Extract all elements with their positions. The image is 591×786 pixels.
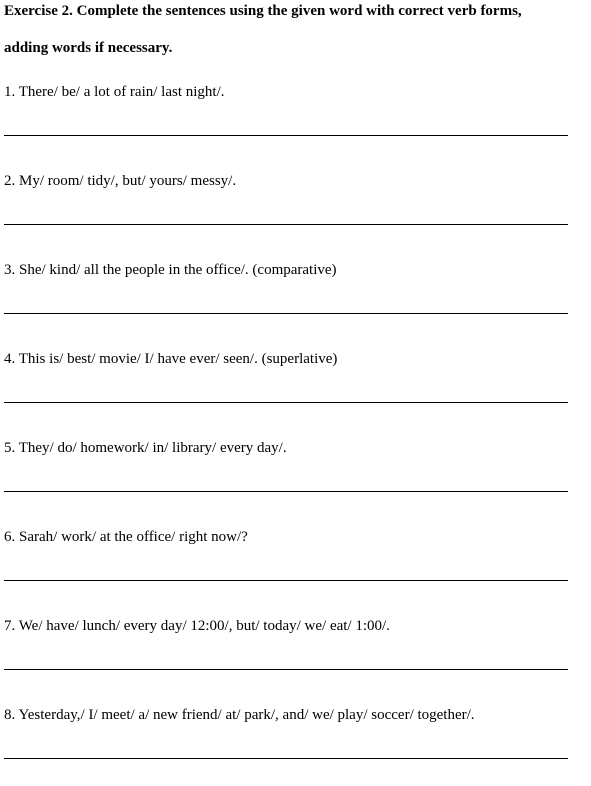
item-4-prompt: 4. This is/ best/ movie/ I/ have ever/ seen/. (superlative) bbox=[4, 351, 338, 367]
exercise-title-line-1: Exercise 2. Complete the sentences using the given word with correct verb forms, bbox=[4, 3, 522, 19]
exercise-item-4 bbox=[4, 350, 568, 430]
item-5-answer-line[interactable] bbox=[4, 491, 568, 492]
item-8-prompt: 8. Yesterday,/ I/ meet/ a/ new friend/ at/ park/, and/ we/ play/ soccer/ together/. bbox=[4, 707, 475, 723]
item-8-answer-line[interactable] bbox=[4, 758, 568, 759]
exercise-item-1 bbox=[4, 83, 568, 163]
item-2-prompt: 2. My/ room/ tidy/, but/ yours/ messy/. bbox=[4, 173, 237, 189]
item-7-answer-line[interactable] bbox=[4, 669, 568, 670]
item-2-answer-line[interactable] bbox=[4, 224, 568, 225]
exercise-item-2 bbox=[4, 172, 568, 252]
item-1-answer-line[interactable] bbox=[4, 135, 568, 136]
exercise-title-line-2: adding words if necessary. bbox=[4, 40, 173, 56]
item-3-answer-line[interactable] bbox=[4, 313, 568, 314]
exercise-item-5 bbox=[4, 439, 568, 519]
item-5-prompt: 5. They/ do/ homework/ in/ library/ every day/. bbox=[4, 440, 287, 456]
exercise-item-3 bbox=[4, 261, 568, 341]
item-4-answer-line[interactable] bbox=[4, 402, 568, 403]
item-7-prompt: 7. We/ have/ lunch/ every day/ 12:00/, but/ today/ we/ eat/ 1:00/. bbox=[4, 618, 390, 634]
item-6-answer-line[interactable] bbox=[4, 580, 568, 581]
item-1-prompt: 1. There/ be/ a lot of rain/ last night/. bbox=[4, 84, 225, 100]
exercise-item-8 bbox=[4, 706, 568, 786]
exercise-item-6 bbox=[4, 528, 568, 608]
item-3-prompt: 3. She/ kind/ all the people in the office/. (comparative) bbox=[4, 262, 337, 278]
item-6-prompt: 6. Sarah/ work/ at the office/ right now/? bbox=[4, 529, 248, 545]
exercise-item-7 bbox=[4, 617, 568, 697]
